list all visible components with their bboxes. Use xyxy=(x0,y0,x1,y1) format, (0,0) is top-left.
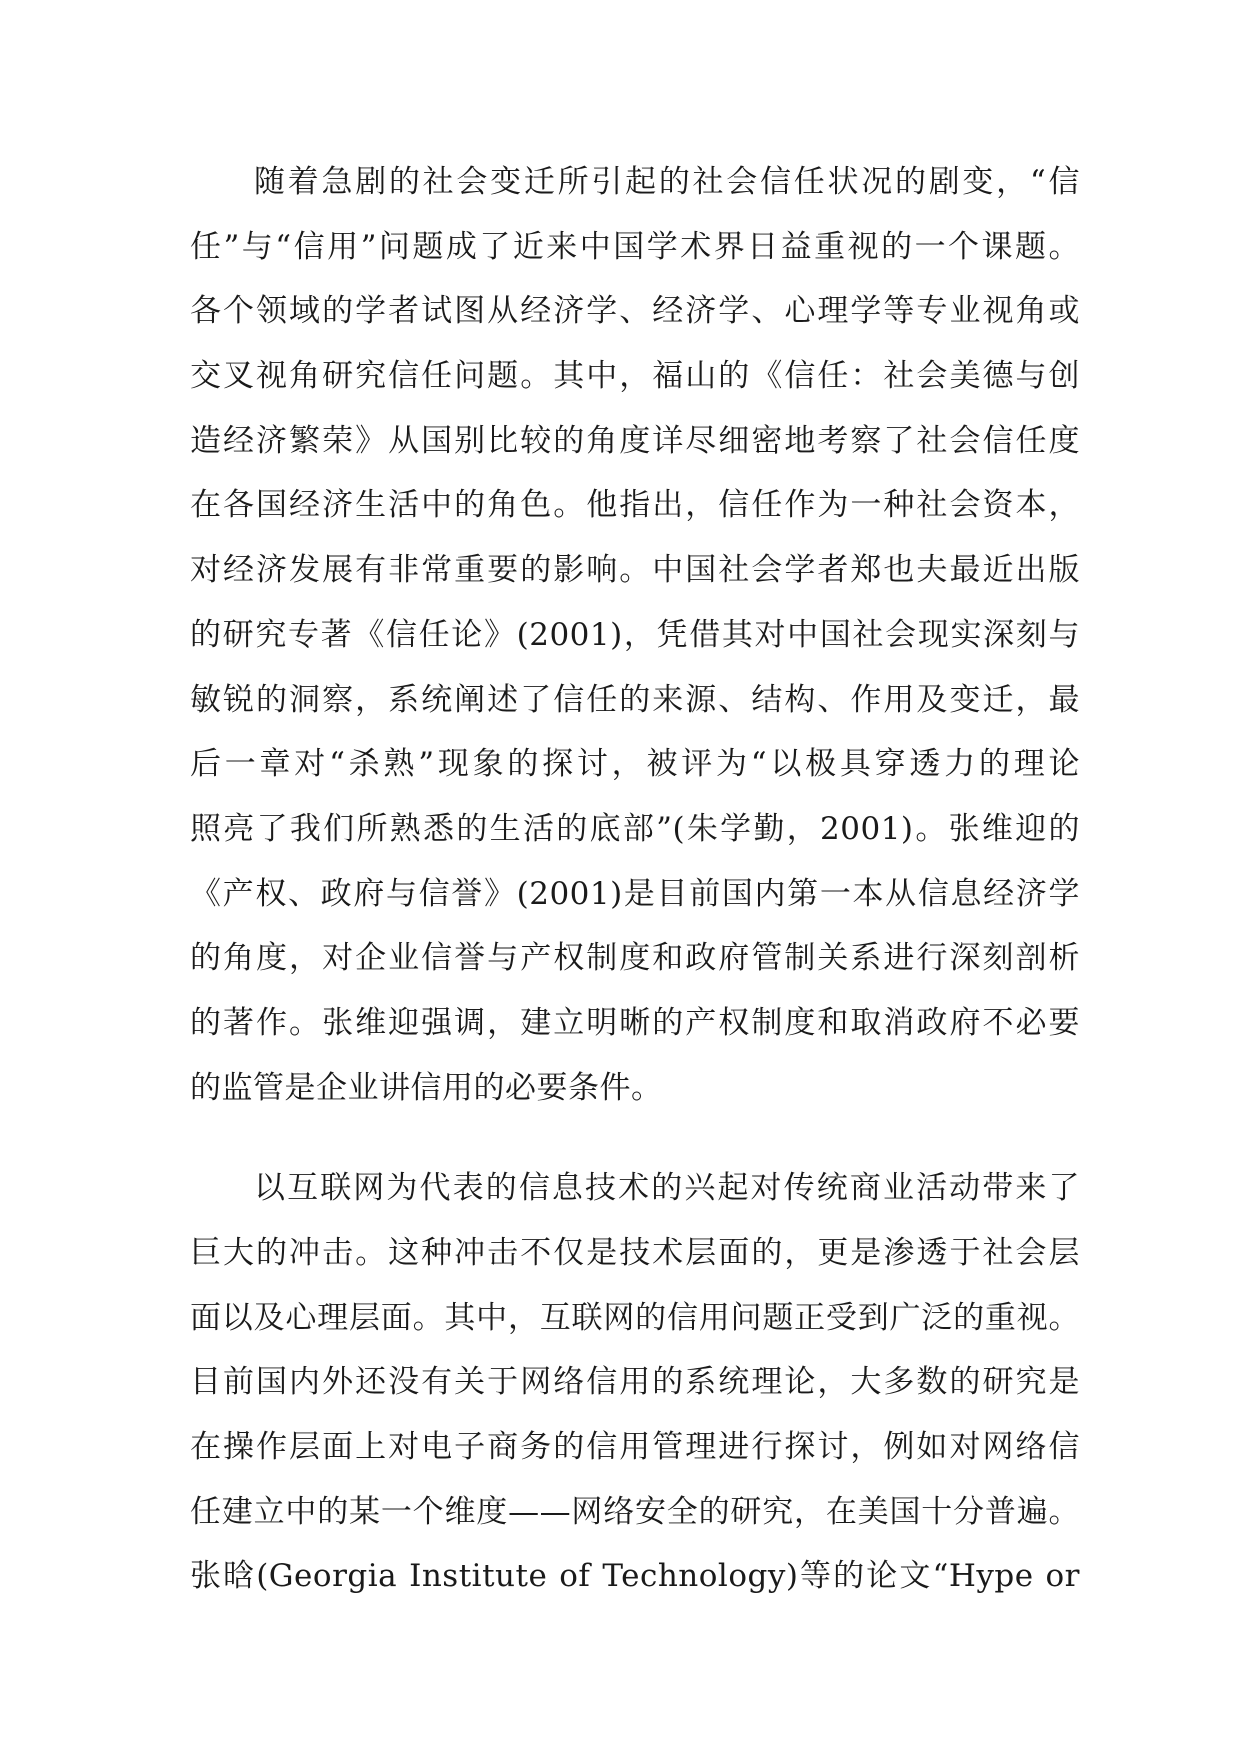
text-line: 的监管是企业讲信用的必要条件。 xyxy=(190,1069,663,1106)
text-line: 随着急剧的社会变迁所引起的社会信任状况的剧变，“信 xyxy=(254,164,1080,200)
text-line: 后一章对“杀熟”现象的探讨，被评为“以极具穿透力的理论 xyxy=(190,746,1080,783)
text-line: 对经济发展有非常重要的影响。中国社会学者郑也夫最近出版 xyxy=(190,552,1080,589)
text-line: 各个领域的学者试图从经济学、经济学、心理学等专业视角或 xyxy=(190,293,1080,330)
text-line: 张晗(Georgia Institute of Technology)等的论文“Hype or xyxy=(190,1558,1080,1595)
text-line: 《产权、政府与信誉》(2001)是目前国内第一本从信息经济学 xyxy=(190,875,1080,912)
text-line: 敏锐的洞察，系统阐述了信任的来源、结构、作用及变迁，最 xyxy=(190,681,1080,718)
text-line: 在操作层面上对电子商务的信用管理进行探讨，例如对网络信 xyxy=(190,1429,1080,1466)
paragraph-1 xyxy=(190,150,1080,1120)
text-line: 面以及心理层面。其中，互联网的信用问题正受到广泛的重视。 xyxy=(190,1299,1080,1336)
text-line: 造经济繁荣》从国别比较的角度详尽细密地考察了社会信任度 xyxy=(190,422,1080,459)
text-line: 的角度，对企业信誉与产权制度和政府管制关系进行深刻剖析 xyxy=(190,940,1080,977)
text-line: 任”与“信用”问题成了近来中国学术界日益重视的一个课题。 xyxy=(190,228,1080,265)
text-line: 照亮了我们所熟悉的生活的底部”(朱学勤，2001)。张维迎的 xyxy=(190,810,1080,847)
text-line: 在各国经济生活中的角色。他指出，信任作为一种社会资本， xyxy=(190,487,1080,524)
text-line: 目前国内外还没有关于网络信用的系统理论，大多数的研究是 xyxy=(190,1364,1080,1401)
text-line: 巨大的冲击。这种冲击不仅是技术层面的，更是渗透于社会层 xyxy=(190,1235,1080,1271)
document-page xyxy=(190,150,1080,1609)
text-line: 的著作。张维迎强调，建立明晰的产权制度和取消政府不必要 xyxy=(190,1004,1080,1041)
text-line: 的研究专著《信任论》(2001)，凭借其对中国社会现实深刻与 xyxy=(190,616,1080,653)
text-line: 任建立中的某一个维度——网络安全的研究，在美国十分普遍。 xyxy=(190,1493,1080,1530)
text-line: 交叉视角研究信任问题。其中，福山的《信任：社会美德与创 xyxy=(190,358,1080,395)
text-line: 以互联网为代表的信息技术的兴起对传统商业活动带来了 xyxy=(254,1170,1080,1207)
paragraph-2 xyxy=(190,1156,1080,1609)
